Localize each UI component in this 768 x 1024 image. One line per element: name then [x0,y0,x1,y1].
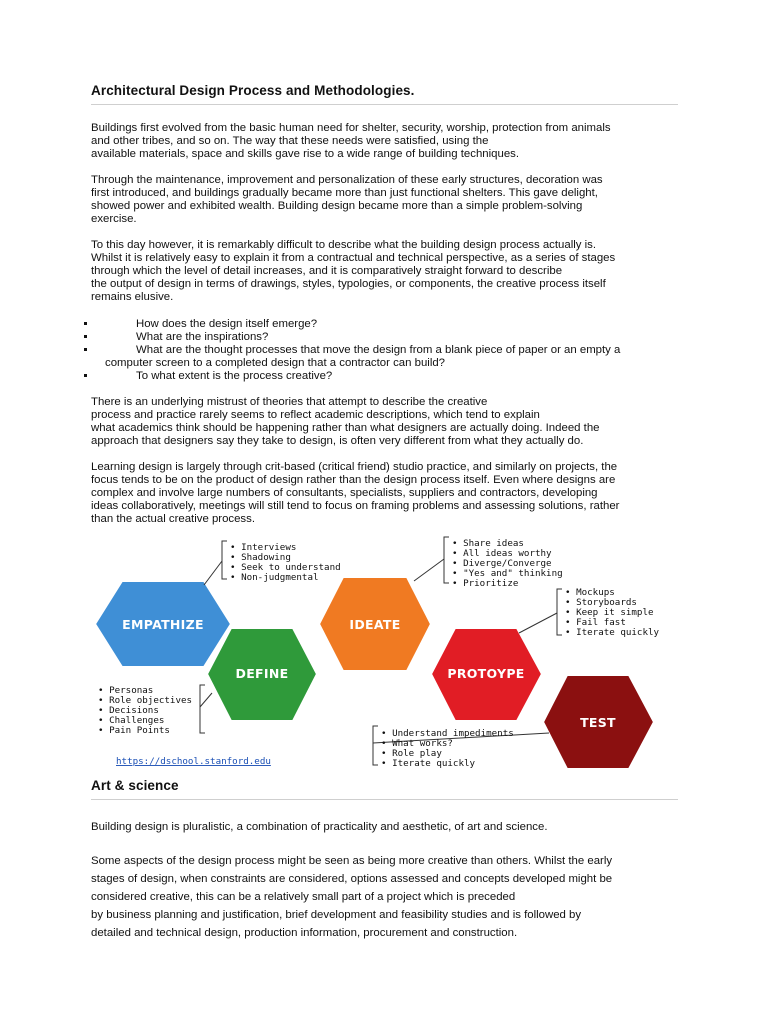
design-thinking-diagram [94,533,684,773]
ideate-notes [452,538,563,589]
paragraph-6: Building design is pluralistic, a combination of practicality and aesthetic, of art and science. [91,821,548,833]
svg-text:• Iterate quickly: • Iterate quickly [381,758,476,769]
svg-text:• Shadowing: • Shadowing [230,552,291,563]
ideate-label: IDEATE [349,617,401,632]
section-divider [91,799,678,800]
prototype-label: PROTOYPE [447,666,525,681]
question-list [91,318,691,383]
empathize-bracket [222,541,227,579]
svg-text:• Iterate quickly: • Iterate quickly [565,627,660,638]
bullet-square [84,335,87,338]
list-item: What are the inspirations? [91,331,691,344]
define-bracket [200,685,205,733]
dschool-link[interactable]: https://dschool.stanford.edu [116,756,271,767]
svg-text:• Mockups: • Mockups [565,587,615,598]
svg-text:• Pain Points: • Pain Points [98,725,170,736]
test-bracket [373,726,378,765]
svg-text:• Challenges: • Challenges [98,715,165,726]
empathize-notes [230,542,341,583]
svg-text:• Share ideas: • Share ideas [452,538,524,549]
svg-text:• Role objectives: • Role objectives [98,695,193,706]
empathize-pointer [204,561,222,585]
svg-text:• Fail fast: • Fail fast [565,617,626,628]
paragraph-4: There is an underlying mistrust of theories that attempt to describe the creative process and practice rarely seems to reflect academic descriptions, which tend to explain what academics think should be happening rather than what designers are actually doing. Indeed the approach that designers say they take to design, is often very different from what they actually do. [91,396,600,447]
svg-text:• Decisions: • Decisions [98,705,159,716]
paragraph-1: Buildings first evolved from the basic human need for shelter, security, worship, protection from animals and other tribes, and so on. The way that these needs were satisfied, using the available materials, space and skills gave rise to a wide range of building techniques. [91,122,611,160]
define-pointer [200,693,212,707]
list-item: What are the thought processes that move the design from a blank piece of paper or an empty a computer screen to a completed design that a contractor can build? [91,344,691,370]
prototype-notes [565,587,660,638]
empathize-label: EMPATHIZE [122,617,204,632]
test-notes [381,728,514,769]
svg-text:• Storyboards: • Storyboards [565,597,637,608]
section-title-art-science: Art & science [91,778,179,793]
page-title: Architectural Design Process and Methodologies. [91,83,415,98]
paragraph-5: Learning design is largely through crit-based (critical friend) studio practice, and similarly on projects, the focus tends to be on the product of design rather than the design process itself. Even where designs are complex and involve large numbers of consultants, specialists, suppliers and contractors, developing ideas collaboratively, meetings will still tend to focus on framing problems and assessing solutions, rather than the actual creative process. [91,461,620,525]
test-label: TEST [580,715,616,730]
svg-text:• Keep it simple: • Keep it simple [565,607,654,618]
svg-text:• Seek to understand: • Seek to understand [230,562,341,573]
design-thinking-svg [94,533,684,773]
svg-text:• All ideas worthy: • All ideas worthy [452,548,552,559]
ideate-pointer [414,559,444,581]
define-label: DEFINE [235,666,289,681]
bullet-square [84,322,87,325]
svg-text:• What works?: • What works? [381,738,453,749]
bullet-square [84,348,87,351]
svg-text:• Prioritize: • Prioritize [452,578,519,589]
svg-text:• Personas: • Personas [98,685,154,696]
paragraph-2: Through the maintenance, improvement and personalization of these early structures, decoration was first introduced, and buildings gradually became more than just functional shelters. This gave delight, showed power and exhibited wealth. Building design became more than a simple problem-solving exercise. [91,174,603,225]
ideate-bracket [444,537,449,583]
svg-text:• Non-judgmental: • Non-judgmental [230,572,319,583]
paragraph-7: Some aspects of the design process might be seen as being more creative than others. Whilst the early stages of design, when constraints are considered, options assessed and concepts developed might be considered creative, this can be a relatively small part of a project which is preceded by business planning and justification, brief development and feasibility studies and is followed by detailed and technical design, production information, procurement and construction. [91,855,613,939]
define-notes [98,685,192,736]
svg-text:• "Yes and" thinking: • "Yes and" thinking [452,568,563,579]
list-item: How does the design itself emerge? [91,318,691,331]
svg-text:• Understand impediments: • Understand impediments [381,728,514,739]
svg-text:• Interviews: • Interviews [230,542,297,553]
prototype-bracket [557,589,562,635]
list-item: To what extent is the process creative? [91,370,691,383]
svg-text:• Role play: • Role play [381,748,442,759]
paragraph-3: To this day however, it is remarkably difficult to describe what the building design process actually is. Whilst it is relatively easy to explain it from a contractual and technical perspective, as a series of stages through which the level of detail increases, and it is comparatively straight forward to describe the output of design in terms of drawings, styles, typologies, or components, the creative process itself remains elusive. [91,239,616,303]
bullet-square [84,374,87,377]
svg-text:• Diverge/Converge: • Diverge/Converge [452,558,552,569]
title-divider [91,104,678,105]
prototype-pointer [519,613,557,633]
